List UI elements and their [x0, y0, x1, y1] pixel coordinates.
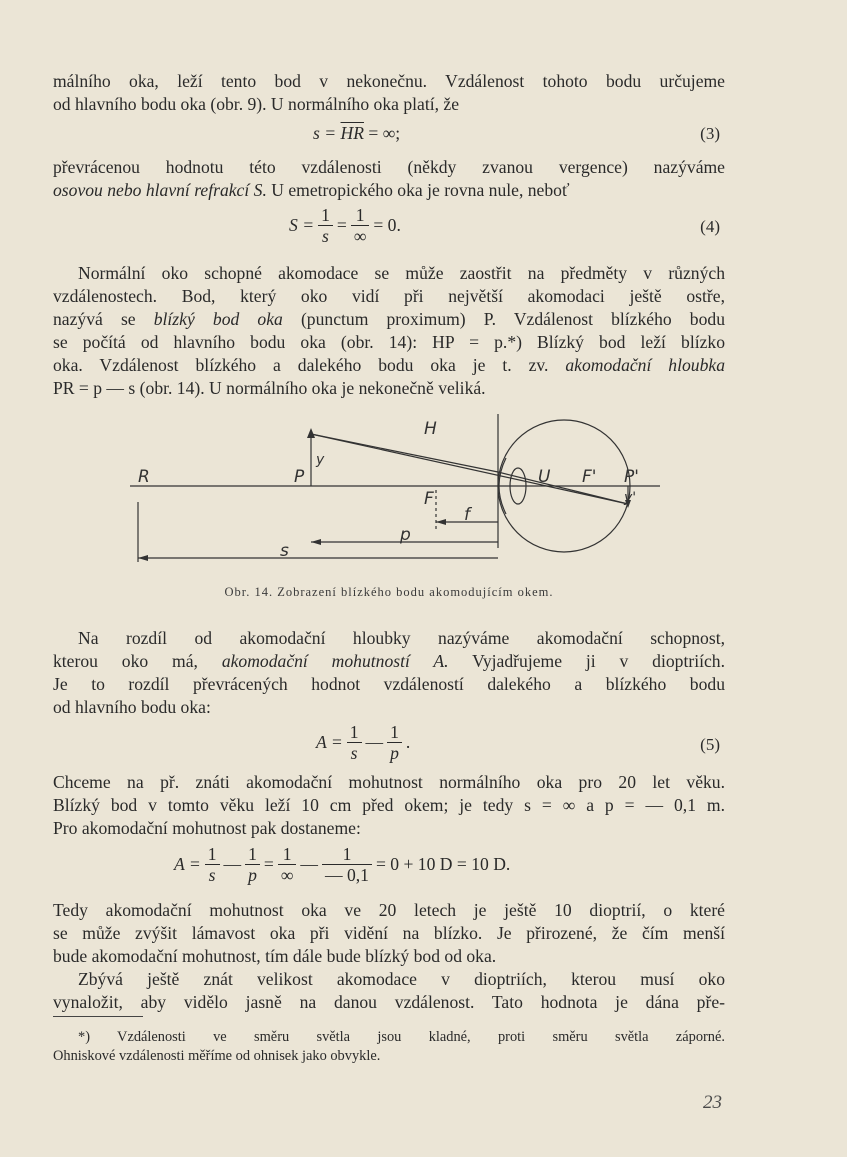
text-line: Zbývá ještě znát velikost akomodace v dioptriích, kterou musí oko [78, 969, 725, 989]
text-line: málního oka, leží tento bod v nekonečnu. Vzdálenost tohoto bodu určujeme [53, 71, 725, 91]
text-line: vzdálenostech. Bod, který oko vidí při největší akomodaci ještě ostře, [53, 286, 725, 306]
text-line: oka. Vzdálenost blízkého a dalekého bodu oka je t. zv. akomodační hloubka [53, 355, 725, 375]
equation-6: A = $\frac{1}{s}$ — $\frac{1}{p}$ = $\frac{1}{\infty}$ — $\frac{1}{— 0,1}$ = 0 + 10 D = 10 D. [174, 844, 511, 885]
equation-3: $s = \overline{HR}$ = ∞; [313, 123, 401, 143]
equation-number: (3) [700, 124, 720, 143]
text-line: Chceme na př. znáti akomodační mohutnost normálního oka pro 20 let věku. [53, 772, 725, 792]
text-line: PR = p — s (obr. 14). U normálního oka je nekonečně veliká. [53, 378, 486, 398]
text-line: se počítá od hlavního bodu oka (obr. 14): HP = p.*) Blízký bod leží blízko [53, 332, 725, 352]
equation-number: (5) [700, 735, 720, 754]
ray [311, 434, 498, 472]
equation-4: S = $\frac{1}{s}$ = $\frac{1}{\infty}$ = 0. [289, 205, 401, 246]
text-line: převrácenou hodnotu této vzdálenosti (někdy zvanou vergence) nazýváme [53, 157, 725, 177]
text-line: Normální oko schopné akomodace se může zaostřit na předměty v různých [78, 263, 725, 283]
label-R: R [138, 467, 150, 487]
text-line: nazývá se blízký bod oka (punctum proximum) P. Vzdálenost blízkého bodu [53, 309, 725, 329]
fraction: $\frac{1}{\infty}$ [351, 205, 370, 246]
label-F: F [424, 489, 434, 509]
fraction: $\frac{1}{s}$ [347, 722, 362, 763]
text-line: se může zvýšit lámavost oka při vidění na blízko. Je přirozené, že čím menší [53, 923, 725, 943]
text-line: bude akomodační mohutnost, tím dále bude blízký bod od oka. [53, 946, 497, 966]
text-line: Pro akomodační mohutnost pak dostaneme: [53, 818, 361, 838]
text-line: vynaložit, aby vidělo jasně na danou vzdálenost. Tato hodnota je dána pře- [53, 992, 725, 1012]
equation-5: A = $\frac{1}{s}$ — $\frac{1}{p}$ . [316, 722, 411, 763]
label-p: p [400, 525, 411, 545]
figure-caption: Obr. 14. Zobrazení blízkého bodu akomodujícím okem. [224, 585, 554, 599]
label-P: P [294, 467, 305, 487]
label-f: f [464, 505, 470, 525]
ray [311, 434, 628, 504]
footnote-line: Ohniskové vzdálenosti měříme od ohnisek jako obvykle. [53, 1048, 381, 1064]
text-line: Na rozdíl od akomodační hloubky nazýváme akomodační schopnost, [78, 628, 725, 648]
fraction: $\frac{1}{s}$ [318, 205, 333, 246]
label-P-prime: P' [624, 467, 639, 487]
fraction: $\frac{1}{p}$ [387, 722, 402, 763]
text-line: od hlavního bodu oka (obr. 9). U normálního oka platí, že [53, 94, 460, 114]
label-F-prime: F' [582, 467, 597, 487]
fraction: $\frac{1}{s}$ [205, 844, 220, 885]
label-H: H [424, 419, 437, 439]
eye-diagram [100, 410, 700, 582]
label-y-prime: y' [624, 490, 637, 506]
label-U: U [538, 467, 551, 487]
label-y: y [316, 452, 325, 468]
text-line: Tedy akomodační mohutnost oka ve 20 letech je ještě 10 dioptrií, o které [53, 900, 725, 920]
text-line: kterou oko má, akomodační mohutností A. Vyjadřujeme ji v dioptriích. [53, 651, 725, 671]
ray [498, 472, 628, 504]
footnote-rule [53, 1016, 143, 1017]
fraction: $\frac{1}{p}$ [245, 844, 260, 885]
fraction: $\frac{1}{\infty}$ [278, 844, 297, 885]
text-line: od hlavního bodu oka: [53, 697, 211, 717]
text-line: Je to rozdíl převrácených hodnot vzdáleností dalekého a blízkého bodu [53, 674, 725, 694]
footnote-line: *) Vzdálenosti ve směru světla jsou kladné, proti směru světla záporné. [78, 1029, 725, 1045]
text-line: osovou nebo hlavní refrakcí S. U emetropického oka je rovna nule, neboť [53, 180, 570, 200]
fraction: $\frac{1}{— 0,1}$ [322, 844, 372, 885]
equation-number: (4) [700, 217, 720, 236]
page-number: 23 [703, 1092, 722, 1113]
text-line: Blízký bod v tomto věku leží 10 cm před okem; je tedy s = ∞ a p = — 0,1 m. [53, 795, 725, 815]
label-s: s [280, 541, 289, 561]
